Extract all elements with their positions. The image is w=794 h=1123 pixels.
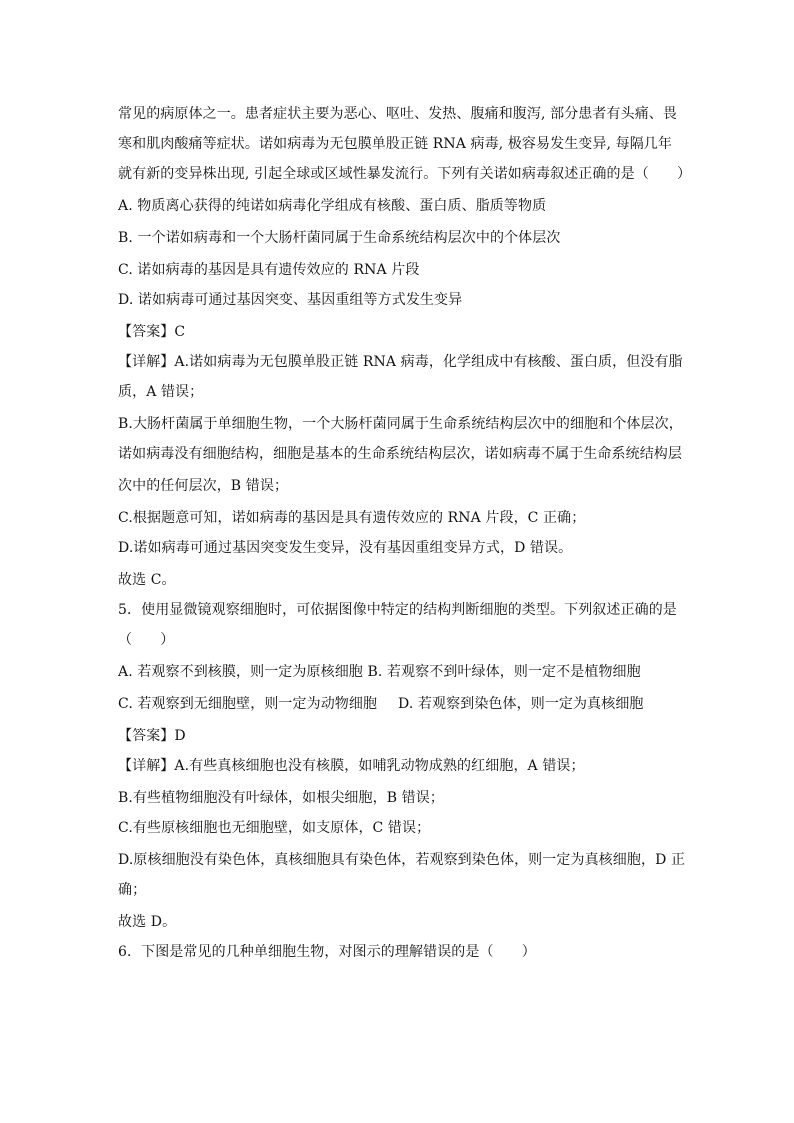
explanation-line: 诺如病毒没有细胞结构，细胞是基本的生命系统结构层次，诺如病毒不属于生命系统结构层 bbox=[118, 446, 682, 462]
option-c: C. 诺如病毒的基因是具有遗传效应的 RNA 片段 bbox=[118, 262, 420, 278]
explanation-line: 确； bbox=[118, 882, 147, 898]
explanation-line: B.大肠杆菌属于单细胞生物，一个大肠杆菌同属于生命系统结构层次中的细胞和个体层次， bbox=[118, 416, 683, 432]
answer-label: 【答案】D bbox=[118, 728, 186, 744]
question-5-options-ab: A. 若观察不到核膜，则一定为原核细胞 B. 若观察不到叶绿体，则一定不是植物细胞 bbox=[118, 664, 641, 680]
explanation-line: C.有些原核细胞也无细胞壁，如支原体，C 错误； bbox=[118, 820, 431, 836]
question-6-stem: 6．下图是常见的几种单细胞生物，对图示的理解错误的是（ ） bbox=[118, 944, 536, 960]
question-5-stem: （ ） bbox=[118, 632, 175, 648]
explanation-line: D.原核细胞没有染色体，真核细胞具有染色体，若观察到染色体，则一定为真核细胞，D 正 bbox=[118, 852, 686, 868]
explanation-line: 次中的任何层次，B 错误； bbox=[118, 478, 289, 494]
text-line: 常见的病原体之一。患者症状主要为恶心、呕吐、发热、腹痛和腹泻, 部分患者有头痛、畏 bbox=[118, 106, 677, 122]
question-5-stem: 5．使用显微镜观察细胞时，可依据图像中特定的结构判断细胞的类型。下列叙述正确的是 bbox=[118, 602, 677, 618]
explanation-line: 【详解】A.有些真核细胞也没有核膜，如哺乳动物成熟的红细胞，A 错误； bbox=[118, 758, 585, 774]
option-a: A. 物质离心获得的纯诺如病毒化学组成有核酸、蛋白质、脂质等物质 bbox=[118, 198, 547, 214]
option-b: B. 一个诺如病毒和一个大肠杆菌同属于生命系统结构层次中的个体层次 bbox=[118, 230, 561, 246]
text-line: 寒和肌肉酸痛等症状。诺如病毒为无包膜单股正链 RNA 病毒, 极容易发生变异, 每隔几年 bbox=[118, 136, 672, 152]
option-c: C. 若观察到无细胞壁，则一定为动物细胞 bbox=[118, 696, 378, 712]
conclusion-line: 故选 D。 bbox=[118, 914, 177, 930]
explanation-line: C.根据题意可知，诺如病毒的基因是具有遗传效应的 RNA 片段，C 正确； bbox=[118, 510, 586, 526]
explanation-line: D.诺如病毒可通过基因突变发生变异，没有基因重组变异方式，D 错误。 bbox=[118, 540, 573, 556]
text-line: 就有新的变异株出现, 引起全球或区域性暴发流行。下列有关诺如病毒叙述正确的是（ ） bbox=[118, 166, 692, 182]
answer-label: 【答案】C bbox=[118, 324, 186, 340]
option-d: D. 若观察到染色体，则一定为真核细胞 bbox=[398, 696, 644, 712]
explanation-line: B.有些植物细胞没有叶绿体，如根尖细胞，B 错误； bbox=[118, 790, 444, 806]
explanation-line: 【详解】A.诺如病毒为无包膜单股正链 RNA 病毒，化学组成中有核酸、蛋白质，但没有脂 bbox=[118, 354, 683, 370]
conclusion-line: 故选 C。 bbox=[118, 572, 176, 588]
option-d: D. 诺如病毒可通过基因突变、基因重组等方式发生变异 bbox=[118, 292, 463, 308]
explanation-line: 质，A 错误； bbox=[118, 384, 204, 400]
